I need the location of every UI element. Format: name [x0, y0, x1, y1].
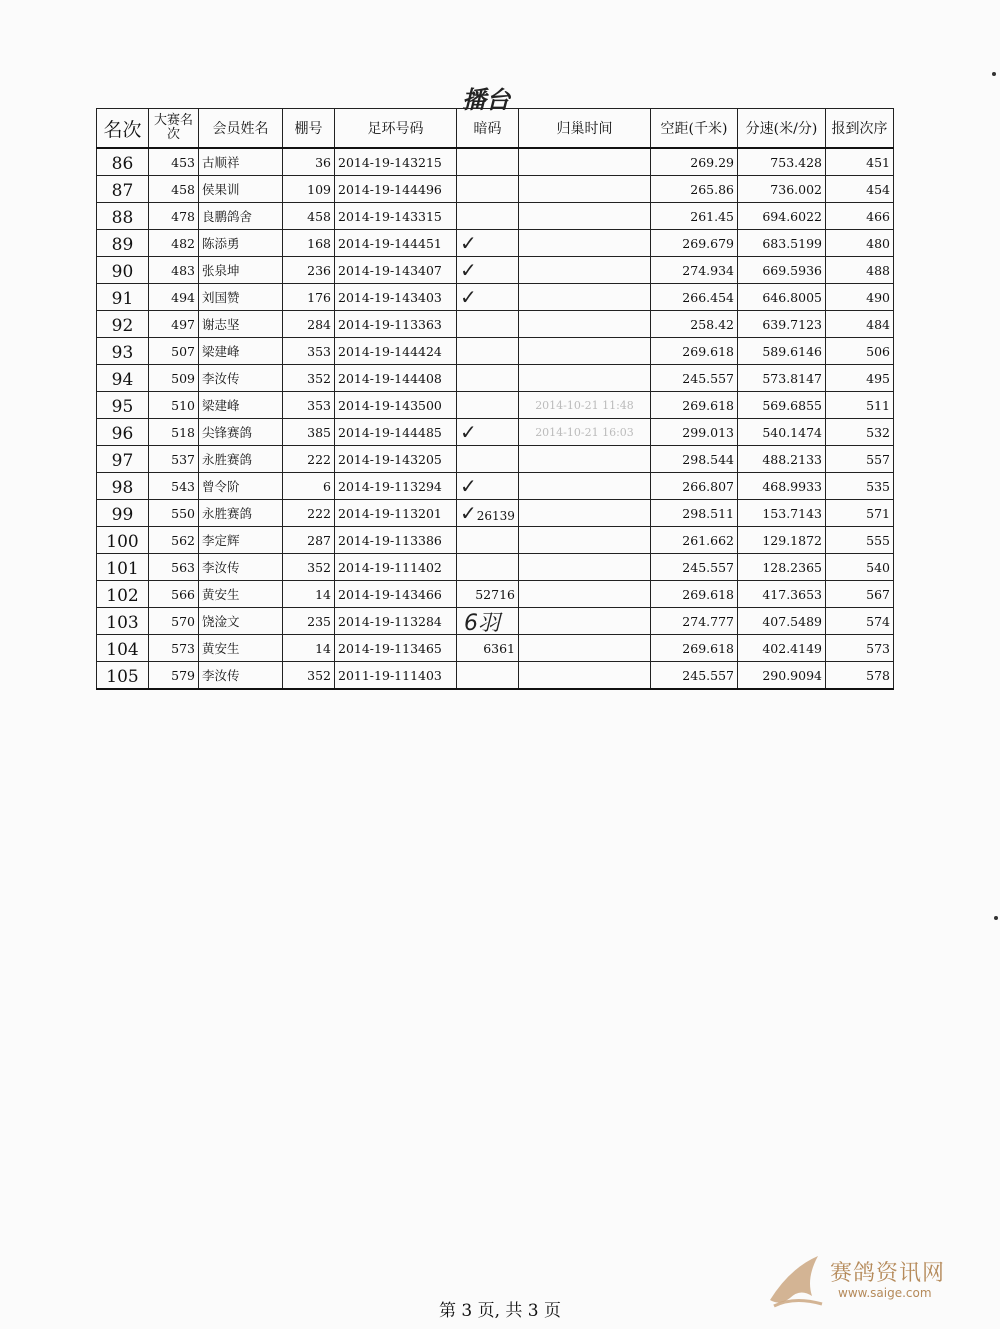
cell-distance: 245.557	[651, 554, 738, 581]
watermark-site-name: 赛鸽资讯网	[830, 1261, 946, 1286]
check-mark-icon: ✓	[460, 284, 477, 309]
table-row	[97, 554, 894, 581]
cell-code	[457, 527, 519, 554]
col-header-speed: 分速(米/分)	[738, 109, 826, 149]
cell-speed: 669.5936	[738, 257, 826, 284]
cell-arrival-time	[519, 581, 651, 608]
cell-order: 454	[826, 176, 894, 203]
cell-order: 511	[826, 392, 894, 419]
cell-code	[457, 662, 519, 690]
cell-member-name: 古顺祥	[199, 148, 283, 176]
handwritten-title: 播台	[462, 86, 510, 114]
col-header-race-rank: 大赛名次	[149, 109, 199, 149]
cell-ring: 2014-19-144424	[335, 338, 457, 365]
cell-code	[457, 419, 519, 446]
cell-member-name: 梁建峰	[199, 392, 283, 419]
cell-race-rank: 518	[149, 419, 199, 446]
cell-arrival-time	[519, 284, 651, 311]
cell-distance: 299.013	[651, 419, 738, 446]
scan-dot	[994, 916, 998, 920]
cell-member-name: 饶淦文	[199, 608, 283, 635]
cell-rank: 95	[97, 392, 149, 419]
cell-rank: 86	[97, 148, 149, 176]
cell-distance: 274.777	[651, 608, 738, 635]
cell-distance: 298.511	[651, 500, 738, 527]
cell-loft: 353	[283, 392, 335, 419]
cell-code	[457, 284, 519, 311]
cell-ring: 2014-19-143466	[335, 581, 457, 608]
cell-arrival-time	[519, 311, 651, 338]
cell-order: 495	[826, 365, 894, 392]
table-row	[97, 311, 894, 338]
cell-arrival-time	[519, 203, 651, 230]
cell-race-rank: 494	[149, 284, 199, 311]
cell-loft: 109	[283, 176, 335, 203]
cell-loft: 352	[283, 662, 335, 690]
cell-order: 567	[826, 581, 894, 608]
cell-distance: 261.45	[651, 203, 738, 230]
cell-rank: 90	[97, 257, 149, 284]
cell-arrival-time	[519, 635, 651, 662]
cell-race-rank: 563	[149, 554, 199, 581]
check-mark-icon: ✓	[460, 230, 477, 255]
cell-code	[457, 365, 519, 392]
cell-arrival-time	[519, 230, 651, 257]
cell-member-name: 尖锋赛鸽	[199, 419, 283, 446]
cell-rank: 87	[97, 176, 149, 203]
cell-code: 52716	[457, 581, 519, 608]
cell-race-rank: 543	[149, 473, 199, 500]
cell-distance: 266.454	[651, 284, 738, 311]
table-row	[97, 446, 894, 473]
col-header-rank: 名次	[97, 109, 149, 149]
cell-speed: 488.2133	[738, 446, 826, 473]
col-header-arrival-time: 归巢时间	[519, 109, 651, 149]
table-row	[97, 257, 894, 284]
cell-rank: 96	[97, 419, 149, 446]
cell-ring: 2014-19-144451	[335, 230, 457, 257]
table-row	[97, 148, 894, 176]
cell-ring: 2014-19-143407	[335, 257, 457, 284]
cell-rank: 103	[97, 608, 149, 635]
col-header-ring: 足环号码	[335, 109, 457, 149]
cell-race-rank: 478	[149, 203, 199, 230]
cell-member-name: 曾令阶	[199, 473, 283, 500]
cell-rank: 91	[97, 284, 149, 311]
cell-ring: 2011-19-111403	[335, 662, 457, 690]
cell-rank: 88	[97, 203, 149, 230]
cell-order: 451	[826, 148, 894, 176]
cell-ring: 2014-19-113201	[335, 500, 457, 527]
cell-arrival-time	[519, 365, 651, 392]
cell-rank: 97	[97, 446, 149, 473]
cell-loft: 352	[283, 365, 335, 392]
cell-race-rank: 570	[149, 608, 199, 635]
cell-speed: 153.7143	[738, 500, 826, 527]
cell-arrival-time	[519, 473, 651, 500]
cell-distance: 269.618	[651, 635, 738, 662]
cell-order: 466	[826, 203, 894, 230]
cell-speed: 128.2365	[738, 554, 826, 581]
cell-rank: 98	[97, 473, 149, 500]
cell-order: 574	[826, 608, 894, 635]
table-row	[97, 176, 894, 203]
cell-member-name: 陈添勇	[199, 230, 283, 257]
cell-member-name: 李汝传	[199, 365, 283, 392]
cell-speed: 573.8147	[738, 365, 826, 392]
cell-ring: 2014-19-111402	[335, 554, 457, 581]
cell-order: 557	[826, 446, 894, 473]
cell-loft: 36	[283, 148, 335, 176]
cell-arrival-time: 2014-10-21 16:03	[519, 419, 651, 446]
cell-loft: 6	[283, 473, 335, 500]
cell-member-name: 永胜赛鸽	[199, 446, 283, 473]
cell-speed: 540.1474	[738, 419, 826, 446]
cell-loft: 236	[283, 257, 335, 284]
cell-ring: 2014-19-143403	[335, 284, 457, 311]
cell-code	[457, 203, 519, 230]
cell-distance: 269.29	[651, 148, 738, 176]
cell-race-rank: 537	[149, 446, 199, 473]
cell-distance: 245.557	[651, 365, 738, 392]
cell-order: 484	[826, 311, 894, 338]
cell-code	[457, 338, 519, 365]
cell-race-rank: 453	[149, 148, 199, 176]
cell-race-rank: 509	[149, 365, 199, 392]
table-row	[97, 635, 894, 662]
table-row	[97, 581, 894, 608]
cell-rank: 104	[97, 635, 149, 662]
cell-loft: 458	[283, 203, 335, 230]
cell-distance: 269.618	[651, 581, 738, 608]
cell-code	[457, 176, 519, 203]
cell-ring: 2014-19-113386	[335, 527, 457, 554]
cell-race-rank: 562	[149, 527, 199, 554]
cell-member-name: 黄安生	[199, 581, 283, 608]
cell-arrival-time	[519, 257, 651, 284]
scan-dot	[992, 72, 996, 76]
cell-member-name: 良鹏鸽舍	[199, 203, 283, 230]
cell-speed: 589.6146	[738, 338, 826, 365]
cell-speed: 569.6855	[738, 392, 826, 419]
cell-ring: 2014-19-113363	[335, 311, 457, 338]
cell-race-rank: 579	[149, 662, 199, 690]
cell-speed: 290.9094	[738, 662, 826, 690]
cell-arrival-time	[519, 608, 651, 635]
cell-member-name: 黄安生	[199, 635, 283, 662]
cell-order: 571	[826, 500, 894, 527]
cell-race-rank: 497	[149, 311, 199, 338]
cell-distance: 261.662	[651, 527, 738, 554]
cell-code	[457, 311, 519, 338]
check-mark-icon: ✓	[460, 257, 477, 282]
cell-code	[457, 257, 519, 284]
cell-order: 555	[826, 527, 894, 554]
cell-rank: 102	[97, 581, 149, 608]
code-value: 26139	[476, 508, 515, 523]
results-table	[96, 108, 894, 690]
col-header-member-name: 会员姓名	[199, 109, 283, 149]
handwritten-count-note: 6羽	[464, 611, 500, 636]
cell-loft: 222	[283, 500, 335, 527]
cell-distance: 269.618	[651, 392, 738, 419]
cell-arrival-time	[519, 662, 651, 690]
cell-loft: 352	[283, 554, 335, 581]
cell-loft: 385	[283, 419, 335, 446]
table-row	[97, 338, 894, 365]
cell-rank: 105	[97, 662, 149, 690]
cell-rank: 99	[97, 500, 149, 527]
table-row	[97, 419, 894, 446]
cell-speed: 402.4149	[738, 635, 826, 662]
cell-arrival-time	[519, 338, 651, 365]
cell-code	[457, 230, 519, 257]
cell-arrival-time: 2014-10-21 11:48	[519, 392, 651, 419]
cell-ring: 2014-19-144496	[335, 176, 457, 203]
cell-loft: 176	[283, 284, 335, 311]
cell-speed: 129.1872	[738, 527, 826, 554]
cell-order: 488	[826, 257, 894, 284]
cell-code	[457, 446, 519, 473]
cell-rank: 92	[97, 311, 149, 338]
cell-distance: 265.86	[651, 176, 738, 203]
cell-race-rank: 566	[149, 581, 199, 608]
cell-loft: 284	[283, 311, 335, 338]
cell-distance: 274.934	[651, 257, 738, 284]
cell-order: 506	[826, 338, 894, 365]
table-row	[97, 662, 894, 690]
cell-speed: 694.6022	[738, 203, 826, 230]
cell-rank: 94	[97, 365, 149, 392]
cell-ring: 2014-19-143500	[335, 392, 457, 419]
col-header-code: 暗码	[457, 109, 519, 149]
table-row	[97, 473, 894, 500]
col-header-distance: 空距(千米)	[651, 109, 738, 149]
cell-member-name: 侯果训	[199, 176, 283, 203]
cell-speed: 646.8005	[738, 284, 826, 311]
cell-ring: 2014-19-144485	[335, 419, 457, 446]
col-header-loft: 棚号	[283, 109, 335, 149]
cell-race-rank: 507	[149, 338, 199, 365]
cell-arrival-time	[519, 554, 651, 581]
cell-speed: 468.9933	[738, 473, 826, 500]
cell-rank: 101	[97, 554, 149, 581]
cell-distance: 269.679	[651, 230, 738, 257]
cell-code	[457, 148, 519, 176]
cell-loft: 14	[283, 635, 335, 662]
cell-loft: 168	[283, 230, 335, 257]
cell-code	[457, 473, 519, 500]
check-mark-icon: ✓	[460, 473, 477, 498]
cell-distance: 266.807	[651, 473, 738, 500]
cell-member-name: 永胜赛鸽	[199, 500, 283, 527]
cell-race-rank: 510	[149, 392, 199, 419]
table-row	[97, 392, 894, 419]
cell-distance: 269.618	[651, 338, 738, 365]
cell-member-name: 李汝传	[199, 554, 283, 581]
check-mark-icon: ✓	[460, 419, 477, 444]
cell-ring: 2014-19-143205	[335, 446, 457, 473]
table-header-row	[97, 109, 894, 149]
cell-arrival-time	[519, 148, 651, 176]
cell-distance: 258.42	[651, 311, 738, 338]
cell-code	[457, 500, 519, 527]
cell-order: 490	[826, 284, 894, 311]
table-row	[97, 365, 894, 392]
cell-order: 532	[826, 419, 894, 446]
cell-order: 540	[826, 554, 894, 581]
table-row	[97, 203, 894, 230]
cell-arrival-time	[519, 527, 651, 554]
cell-order: 480	[826, 230, 894, 257]
cell-loft: 14	[283, 581, 335, 608]
cell-member-name: 谢志坚	[199, 311, 283, 338]
cell-member-name: 梁建峰	[199, 338, 283, 365]
cell-speed: 683.5199	[738, 230, 826, 257]
cell-ring: 2014-19-113294	[335, 473, 457, 500]
cell-race-rank: 550	[149, 500, 199, 527]
cell-speed: 417.3653	[738, 581, 826, 608]
table-row	[97, 284, 894, 311]
cell-race-rank: 458	[149, 176, 199, 203]
cell-ring: 2014-19-113465	[335, 635, 457, 662]
cell-loft: 287	[283, 527, 335, 554]
page-number: 第 3 页, 共 3 页	[438, 1301, 562, 1321]
cell-speed: 753.428	[738, 148, 826, 176]
cell-speed: 736.002	[738, 176, 826, 203]
cell-loft: 222	[283, 446, 335, 473]
cell-ring: 2014-19-143315	[335, 203, 457, 230]
col-header-order: 报到次序	[826, 109, 894, 149]
watermark-url: www.saige.com	[838, 1286, 932, 1300]
cell-code	[457, 554, 519, 581]
cell-distance: 245.557	[651, 662, 738, 690]
check-mark-icon: ✓	[460, 500, 477, 525]
table-row	[97, 527, 894, 554]
cell-arrival-time	[519, 446, 651, 473]
cell-speed: 639.7123	[738, 311, 826, 338]
cell-code	[457, 392, 519, 419]
cell-arrival-time	[519, 176, 651, 203]
cell-ring: 2014-19-143215	[335, 148, 457, 176]
cell-rank: 100	[97, 527, 149, 554]
cell-order: 578	[826, 662, 894, 690]
cell-rank: 89	[97, 230, 149, 257]
table-row	[97, 230, 894, 257]
cell-loft: 353	[283, 338, 335, 365]
cell-distance: 298.544	[651, 446, 738, 473]
cell-speed: 407.5489	[738, 608, 826, 635]
cell-member-name: 李汝传	[199, 662, 283, 690]
cell-ring: 2014-19-113284	[335, 608, 457, 635]
cell-race-rank: 482	[149, 230, 199, 257]
cell-code: 6361	[457, 635, 519, 662]
cell-arrival-time	[519, 500, 651, 527]
cell-race-rank: 483	[149, 257, 199, 284]
cell-ring: 2014-19-144408	[335, 365, 457, 392]
cell-member-name: 张泉坤	[199, 257, 283, 284]
cell-race-rank: 573	[149, 635, 199, 662]
cell-member-name: 李定辉	[199, 527, 283, 554]
cell-loft: 235	[283, 608, 335, 635]
cell-order: 535	[826, 473, 894, 500]
cell-order: 573	[826, 635, 894, 662]
table-row	[97, 500, 894, 527]
cell-member-name: 刘国赞	[199, 284, 283, 311]
cell-rank: 93	[97, 338, 149, 365]
